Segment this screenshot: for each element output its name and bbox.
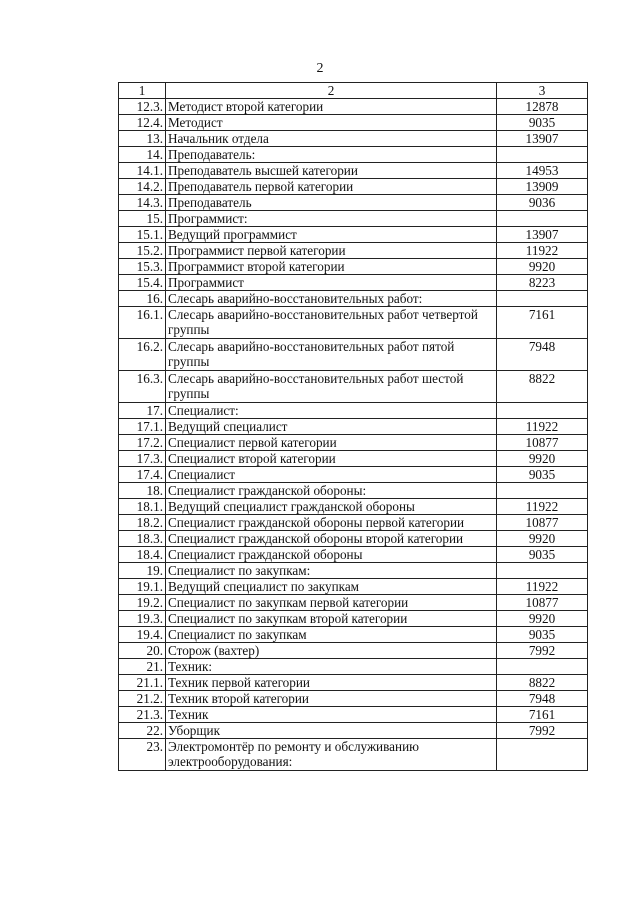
position-name-cell: Слесарь аварийно-восстановительных работ четвертой группы — [166, 307, 497, 339]
row-number-cell: 15.4. — [119, 275, 166, 291]
position-name-cell: Программист первой категории — [166, 243, 497, 259]
position-name-cell: Программист: — [166, 211, 497, 227]
table-row — [119, 659, 588, 675]
position-name-cell: Ведущий программист — [166, 227, 497, 243]
salary-value-cell: 9035 — [497, 115, 588, 131]
header-cell-salary: 3 — [497, 83, 588, 99]
position-name-cell: Техник первой категории — [166, 675, 497, 691]
row-number-cell: 15.1. — [119, 227, 166, 243]
salary-value-cell: 7161 — [497, 707, 588, 723]
position-name-cell: Электромонтёр по ремонту и обслуживанию электрооборудования: — [166, 739, 497, 771]
row-number-cell: 21.2. — [119, 691, 166, 707]
salary-value-cell: 7161 — [497, 307, 588, 339]
salary-table — [118, 82, 588, 771]
row-number-cell: 18.1. — [119, 499, 166, 515]
position-name-cell: Методист — [166, 115, 497, 131]
row-number-cell: 21.3. — [119, 707, 166, 723]
position-name-cell: Программист второй категории — [166, 259, 497, 275]
salary-value-cell: 8223 — [497, 275, 588, 291]
table-row — [119, 99, 588, 115]
table-row — [119, 515, 588, 531]
table-row — [119, 115, 588, 131]
row-number-cell: 15.2. — [119, 243, 166, 259]
salary-value-cell — [497, 403, 588, 419]
row-number-cell: 18.3. — [119, 531, 166, 547]
table-row — [119, 131, 588, 147]
position-name-cell: Специалист по закупкам — [166, 627, 497, 643]
table-row — [119, 595, 588, 611]
salary-value-cell — [497, 211, 588, 227]
table-row — [119, 275, 588, 291]
salary-value-cell — [497, 659, 588, 675]
position-name-cell: Начальник отдела — [166, 131, 497, 147]
salary-value-cell: 14953 — [497, 163, 588, 179]
salary-value-cell: 7948 — [497, 691, 588, 707]
table-body — [119, 83, 588, 771]
position-name-cell: Специалист гражданской обороны: — [166, 483, 497, 499]
salary-value-cell — [497, 739, 588, 771]
table-row — [119, 227, 588, 243]
table-row — [119, 531, 588, 547]
row-number-cell: 13. — [119, 131, 166, 147]
position-name-cell: Специалист гражданской обороны второй категории — [166, 531, 497, 547]
row-number-cell: 19.4. — [119, 627, 166, 643]
position-name-cell: Программист — [166, 275, 497, 291]
salary-value-cell: 8822 — [497, 675, 588, 691]
row-number-cell: 14. — [119, 147, 166, 163]
row-number-cell: 22. — [119, 723, 166, 739]
table-row — [119, 307, 588, 339]
row-number-cell: 17.1. — [119, 419, 166, 435]
row-number-cell: 17. — [119, 403, 166, 419]
row-number-cell: 17.3. — [119, 451, 166, 467]
salary-value-cell — [497, 483, 588, 499]
row-number-cell: 19. — [119, 563, 166, 579]
salary-value-cell: 9920 — [497, 531, 588, 547]
position-name-cell: Специалист первой категории — [166, 435, 497, 451]
position-name-cell: Специалист второй категории — [166, 451, 497, 467]
position-name-cell: Сторож (вахтер) — [166, 643, 497, 659]
salary-value-cell: 9920 — [497, 259, 588, 275]
position-name-cell: Специалист по закупкам первой категории — [166, 595, 497, 611]
salary-value-cell: 7948 — [497, 339, 588, 371]
row-number-cell: 15. — [119, 211, 166, 227]
table-row — [119, 563, 588, 579]
table-row — [119, 499, 588, 515]
page-number: 2 — [316, 61, 324, 76]
table-row — [119, 259, 588, 275]
position-name-cell: Специалист по закупкам: — [166, 563, 497, 579]
salary-value-cell: 7992 — [497, 723, 588, 739]
salary-value-cell: 9920 — [497, 451, 588, 467]
row-number-cell: 16.3. — [119, 371, 166, 403]
salary-value-cell: 9035 — [497, 627, 588, 643]
row-number-cell: 17.2. — [119, 435, 166, 451]
table-row — [119, 371, 588, 403]
salary-value-cell: 9035 — [497, 547, 588, 563]
table-row — [119, 163, 588, 179]
row-number-cell: 14.3. — [119, 195, 166, 211]
row-number-cell: 12.4. — [119, 115, 166, 131]
row-number-cell: 16.2. — [119, 339, 166, 371]
table-row — [119, 707, 588, 723]
position-name-cell: Техник — [166, 707, 497, 723]
table-row — [119, 291, 588, 307]
position-name-cell: Техник: — [166, 659, 497, 675]
position-name-cell: Слесарь аварийно-восстановительных работ шестой группы — [166, 371, 497, 403]
table-row — [119, 643, 588, 659]
position-name-cell: Слесарь аварийно-восстановительных работ: — [166, 291, 497, 307]
position-name-cell: Преподаватель высшей категории — [166, 163, 497, 179]
table-row — [119, 211, 588, 227]
table-row — [119, 739, 588, 771]
table-row — [119, 723, 588, 739]
row-number-cell: 16. — [119, 291, 166, 307]
table-row — [119, 195, 588, 211]
table-row — [119, 451, 588, 467]
row-number-cell: 20. — [119, 643, 166, 659]
salary-value-cell: 11922 — [497, 499, 588, 515]
row-number-cell: 19.2. — [119, 595, 166, 611]
position-name-cell: Ведущий специалист гражданской обороны — [166, 499, 497, 515]
table-row — [119, 403, 588, 419]
row-number-cell: 19.1. — [119, 579, 166, 595]
salary-value-cell: 9036 — [497, 195, 588, 211]
salary-value-cell: 13907 — [497, 227, 588, 243]
table-row — [119, 147, 588, 163]
table-row — [119, 675, 588, 691]
salary-value-cell: 10877 — [497, 515, 588, 531]
row-number-cell: 23. — [119, 739, 166, 771]
table-row — [119, 179, 588, 195]
salary-value-cell: 10877 — [497, 435, 588, 451]
position-name-cell: Специалист — [166, 467, 497, 483]
salary-value-cell: 9035 — [497, 467, 588, 483]
table-row — [119, 627, 588, 643]
table-row — [119, 579, 588, 595]
header-cell-number: 1 — [119, 83, 166, 99]
table-row — [119, 467, 588, 483]
salary-value-cell — [497, 147, 588, 163]
row-number-cell: 16.1. — [119, 307, 166, 339]
row-number-cell: 21.1. — [119, 675, 166, 691]
position-name-cell: Специалист гражданской обороны первой категории — [166, 515, 497, 531]
row-number-cell: 19.3. — [119, 611, 166, 627]
salary-value-cell: 11922 — [497, 243, 588, 259]
salary-value-cell: 13909 — [497, 179, 588, 195]
table-header-row — [119, 83, 588, 99]
table-row — [119, 339, 588, 371]
position-name-cell: Специалист гражданской обороны — [166, 547, 497, 563]
position-name-cell: Техник второй категории — [166, 691, 497, 707]
row-number-cell: 21. — [119, 659, 166, 675]
position-name-cell: Слесарь аварийно-восстановительных работ пятой группы — [166, 339, 497, 371]
salary-value-cell — [497, 563, 588, 579]
table-row — [119, 611, 588, 627]
salary-value-cell: 11922 — [497, 419, 588, 435]
table-row — [119, 419, 588, 435]
row-number-cell: 14.2. — [119, 179, 166, 195]
row-number-cell: 18.2. — [119, 515, 166, 531]
salary-value-cell: 13907 — [497, 131, 588, 147]
row-number-cell: 14.1. — [119, 163, 166, 179]
row-number-cell: 12.3. — [119, 99, 166, 115]
position-name-cell: Преподаватель — [166, 195, 497, 211]
table-row — [119, 483, 588, 499]
salary-value-cell: 11922 — [497, 579, 588, 595]
salary-value-cell: 12878 — [497, 99, 588, 115]
row-number-cell: 18.4. — [119, 547, 166, 563]
salary-value-cell — [497, 291, 588, 307]
position-name-cell: Ведущий специалист — [166, 419, 497, 435]
row-number-cell: 17.4. — [119, 467, 166, 483]
salary-value-cell: 10877 — [497, 595, 588, 611]
position-name-cell: Специалист: — [166, 403, 497, 419]
row-number-cell: 18. — [119, 483, 166, 499]
position-name-cell: Преподаватель первой категории — [166, 179, 497, 195]
salary-value-cell: 8822 — [497, 371, 588, 403]
position-name-cell: Ведущий специалист по закупкам — [166, 579, 497, 595]
position-name-cell: Уборщик — [166, 723, 497, 739]
table-row — [119, 547, 588, 563]
header-cell-position: 2 — [166, 83, 497, 99]
table-row — [119, 243, 588, 259]
salary-value-cell: 7992 — [497, 643, 588, 659]
row-number-cell: 15.3. — [119, 259, 166, 275]
position-name-cell: Преподаватель: — [166, 147, 497, 163]
table-row — [119, 435, 588, 451]
table-row — [119, 691, 588, 707]
position-name-cell: Специалист по закупкам второй категории — [166, 611, 497, 627]
salary-value-cell: 9920 — [497, 611, 588, 627]
position-name-cell: Методист второй категории — [166, 99, 497, 115]
